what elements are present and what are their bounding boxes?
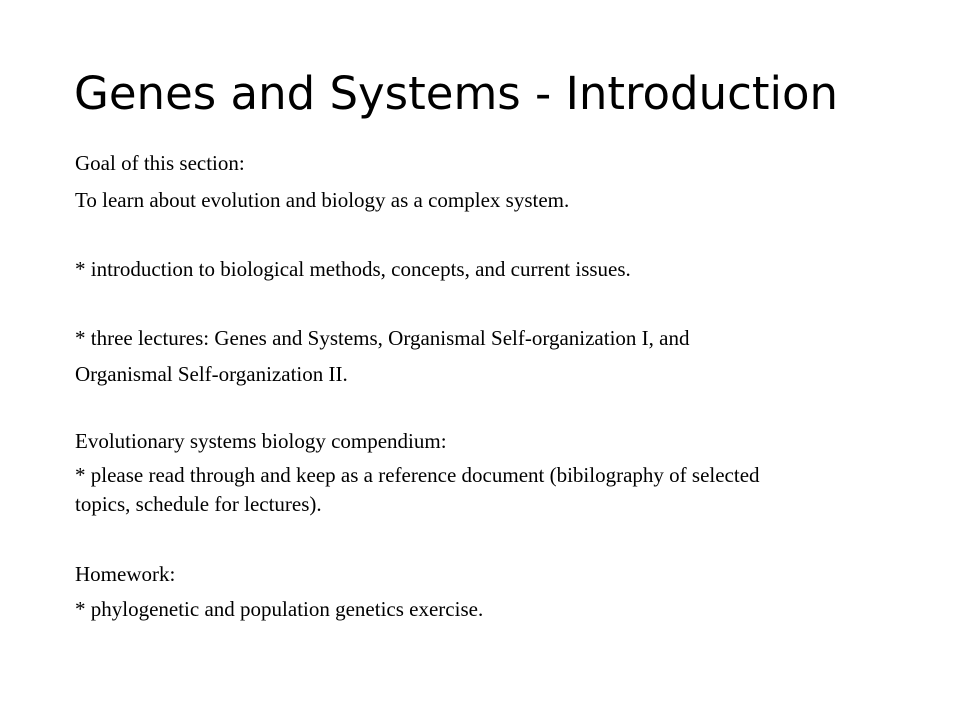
bullet-compendium-continued: topics, schedule for lectures). <box>75 492 322 516</box>
bullet-lectures-continued: Organismal Self-organization II. <box>75 362 348 386</box>
goal-text: To learn about evolution and biology as a complex system. <box>75 188 570 212</box>
bullet-lectures: * three lectures: Genes and Systems, Organismal Self-organization I, and <box>75 326 690 350</box>
goal-heading: Goal of this section: <box>75 151 245 175</box>
compendium-heading: Evolutionary systems biology compendium: <box>75 429 447 453</box>
slide-title: Genes and Systems - Introduction <box>74 67 839 120</box>
bullet-introduction: * introduction to biological methods, concepts, and current issues. <box>75 257 631 281</box>
homework-heading: Homework: <box>75 562 176 586</box>
bullet-homework: * phylogenetic and population genetics exercise. <box>75 597 484 621</box>
bullet-compendium: * please read through and keep as a reference document (bibilography of selected <box>75 463 760 487</box>
